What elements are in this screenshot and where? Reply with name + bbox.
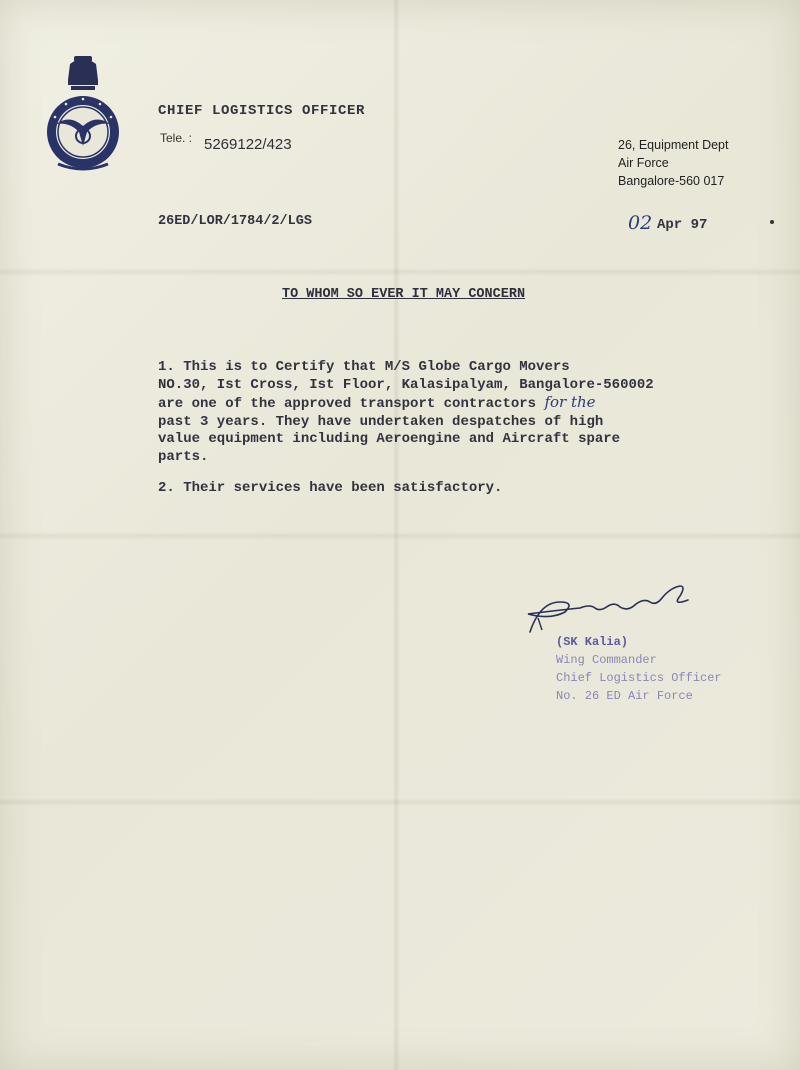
address-line-1: 26, Equipment Dept: [618, 138, 729, 152]
paragraph-2: 2. Their services have been satisfactory.: [158, 480, 503, 496]
tele-number: 5269122/423: [204, 136, 292, 153]
address-line-3: Bangalore-560 017: [618, 174, 725, 188]
paragraph-1: [158, 359, 718, 466]
office-title: CHIEF LOGISTICS OFFICER: [158, 103, 366, 119]
paragraph-1-line-3-typed: are one of the approved transport contractors: [158, 396, 537, 412]
paragraph-1-line-5: value equipment including Aeroengine and Aircraft spare: [158, 431, 621, 447]
air-force-crest-icon: [40, 50, 126, 176]
address-line-2: Air Force: [618, 156, 669, 170]
signatory-stamp: [556, 633, 722, 705]
signatory-name: (SK Kalia): [556, 635, 629, 649]
reference-number: 26ED/LOR/1784/2/LGS: [158, 214, 312, 229]
signature-icon: [520, 572, 700, 642]
date-month-year: Apr 97: [657, 217, 708, 233]
paragraph-1-line-2: NO.30, Ist Cross, Ist Floor, Kalasipalyam, Bangalore-560002: [158, 376, 654, 393]
signatory-unit: No. 26 ED Air Force: [556, 689, 693, 703]
signatory-designation: Chief Logistics Officer: [556, 671, 722, 685]
paragraph-1-line-6: parts.: [158, 448, 209, 465]
sender-address: [618, 136, 729, 190]
handwritten-insertion: for the: [544, 393, 596, 411]
ink-mark: [770, 220, 774, 224]
date-day-handwritten: 02: [628, 212, 653, 234]
paragraph-1-line-3: [158, 394, 718, 414]
letter-heading: TO WHOM SO EVER IT MAY CONCERN: [282, 287, 526, 302]
signatory-rank: Wing Commander: [556, 653, 657, 667]
paragraph-1-line-4: past 3 years. They have undertaken despatches of high: [158, 413, 604, 430]
paragraph-1-line-1: 1. This is to Certify that M/S Globe Cargo Movers: [158, 359, 570, 375]
tele-label: Tele. :: [160, 131, 193, 145]
